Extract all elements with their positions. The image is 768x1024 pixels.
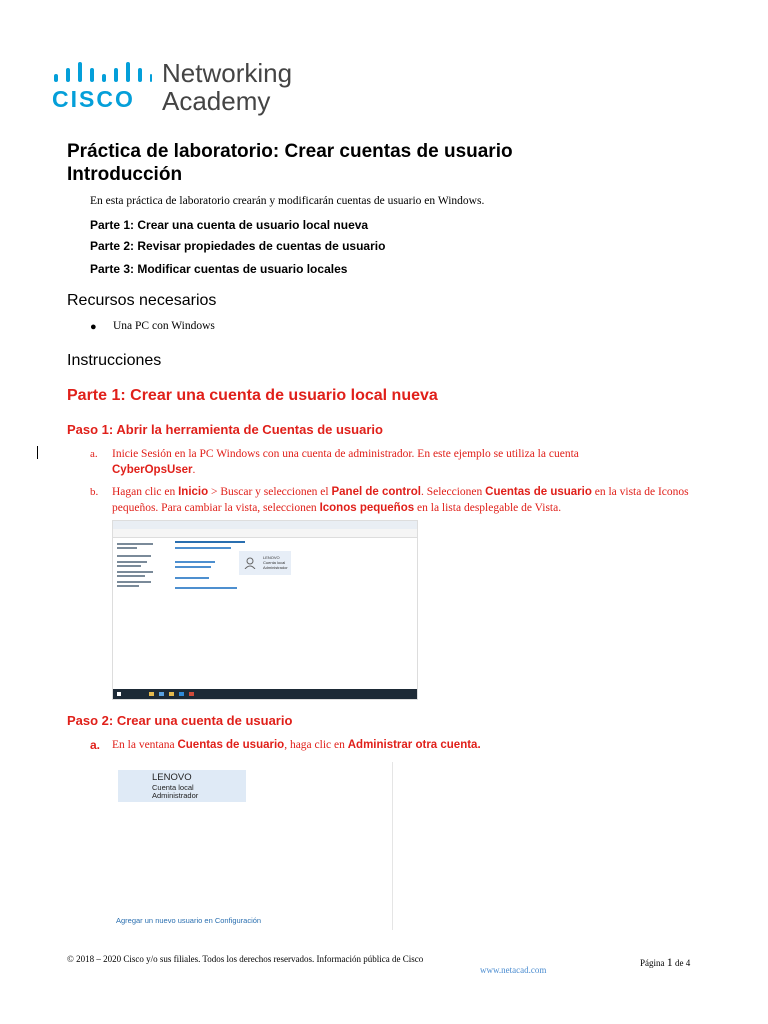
intro-text: En esta práctica de laboratorio crearán y modificarán cuentas de usuario en Windows. xyxy=(90,195,485,207)
step2-heading: Paso 2: Crear una cuenta de usuario xyxy=(67,713,293,728)
footer-site-link[interactable]: www.netacad.com xyxy=(480,965,547,975)
footer-copyright: © 2018 – 2020 Cisco y/o sus filiales. Todos los derechos reservados. Información pública de Cisco xyxy=(67,954,424,964)
bullet-icon: ● xyxy=(90,321,97,333)
logo-academy: Academy xyxy=(162,86,271,116)
account-role: Administrador xyxy=(152,791,199,800)
sidebar-links xyxy=(113,537,159,687)
step1-a-text: Inicie Sesión en la PC Windows con una cuenta de administrador. En este ejemplo se utiliza la cuenta CyberOpsUser. xyxy=(112,448,579,476)
account-card xyxy=(239,551,291,575)
cyberopsuser-bold: CyberOpsUser xyxy=(112,464,193,476)
account-name: LENOVO xyxy=(152,772,192,783)
add-user-link[interactable]: Agregar un nuevo usuario en Configuración xyxy=(116,916,262,925)
s1-account-type: Cuenta local xyxy=(263,560,286,565)
step1-b-text: Hagan clic en Inicio > Buscar y seleccionen el Panel de control. Seleccionen Cuentas de usuario en la vista de Iconos pequeños. Para cambiar la vista, seleccionen Iconos pequeños en la lista desplegable de Vista. xyxy=(112,486,689,514)
user-accounts-screenshot xyxy=(112,762,393,930)
objective-part-1: Parte 1: Crear una cuenta de usuario local nueva xyxy=(90,218,369,232)
cisco-wordmark: CISCO xyxy=(52,86,135,112)
resources-heading: Recursos necesarios xyxy=(67,292,217,309)
step1-b-marker: b. xyxy=(90,486,99,498)
page-title: Práctica de laboratorio: Crear cuentas de usuario xyxy=(67,141,513,162)
objective-part-2: Parte 2: Revisar propiedades de cuentas de usuario xyxy=(90,239,386,253)
user-avatar-icon xyxy=(244,557,256,569)
s1-account-name: LENOVO xyxy=(263,555,280,560)
window-titlebar xyxy=(113,521,417,529)
cisco-networking-academy-logo xyxy=(52,58,312,118)
footer-page-number: Página 1 de 4 xyxy=(640,955,691,969)
cisco-bars-icon xyxy=(52,62,152,84)
step1-a-marker: a. xyxy=(90,448,98,460)
resource-item: Una PC con Windows xyxy=(113,320,215,332)
control-panel-screenshot xyxy=(112,520,418,700)
step2-a-text: En la ventana Cuentas de usuario, haga clic en Administrar otra cuenta. xyxy=(112,739,481,751)
text-cursor xyxy=(37,446,38,459)
objective-part-3: Parte 3: Modificar cuentas de usuario locales xyxy=(90,262,348,276)
instructions-heading: Instrucciones xyxy=(67,352,162,369)
logo-networking: Networking xyxy=(162,58,293,88)
step1-heading: Paso 1: Abrir la herramienta de Cuentas de usuario xyxy=(67,422,383,437)
part1-heading: Parte 1: Crear una cuenta de usuario local nueva xyxy=(67,387,438,404)
intro-heading: Introducción xyxy=(67,164,183,185)
account-type: Cuenta local xyxy=(152,783,194,792)
step2-a-marker: a. xyxy=(90,738,101,752)
s1-account-role: Administrador xyxy=(263,565,288,570)
account-card xyxy=(118,770,246,802)
windows-taskbar xyxy=(113,689,417,699)
